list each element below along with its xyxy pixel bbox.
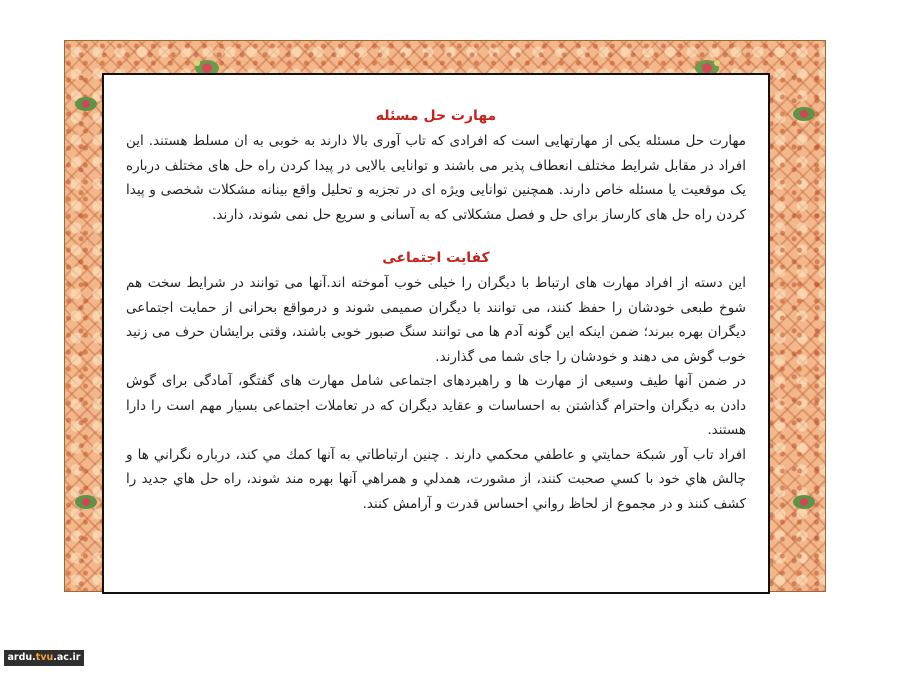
paragraph-social-2: در ضمن آنها طیف وسیعی از مهارت ها و راهبردهای اجتماعی شامل مهارت های گفتگو، آمادگی برای گوش دادن به دیگران واحترام گذاشتن به احساسات و عقاید دیگران که در تعاملات اجتماعی بسیار مهم است را دارا هستند.: [126, 373, 746, 438]
logo-prefix: ardu.: [7, 652, 36, 663]
site-logo: [4, 650, 84, 666]
flower-ornament-icon: [789, 489, 819, 515]
paragraph-social-3: افراد تاب آور شبكة حمايتي و عاطفي محكمي دارند . چنين ارتباطاتي به آنها كمك مي كند، درباره نگراني ها و چالش هاي خود با كسي صحبت كنند، از مشورت، همدلي و همراهي آنها بهره مند شوند، راه حل هاي جديد را كشف كنند و در مجموع از لحاظ رواني احساس قدرت و آرامش كنند.: [126, 446, 746, 512]
logo-highlight: tvu: [35, 652, 54, 663]
section-title-social-competence: کفایت اجتماعی: [382, 250, 490, 266]
flower-ornament-icon: [789, 101, 819, 127]
section-title-problem-solving: مهارت حل مسئله: [375, 108, 497, 124]
content-panel: [102, 73, 770, 594]
flower-ornament-icon: [71, 489, 101, 515]
flower-ornament-icon: [71, 91, 101, 117]
paragraph-social-1: این دسته از افراد مهارت های ارتباط با دیگران را خیلی خوب آموخته اند.آنها می توانند در شرایط سخت هم شوخ طبعی خودشان را حفظ کنند، می توانند با دیگران صمیمی شوند و درمواقع بحرانی از حمایت اجتماعی دیگران بهره ببرند؛ ضمن اینکه این گونه آدم ها می توانند سنگ صبور خوبی باشند، وقتی برایشان حرف می زنید خوب گوش می دهند و خودشان را جای شما می گذارند.: [126, 275, 746, 365]
paragraph-problem-solving: مهارت حل مسئله یکی از مهارتهایی است که افرادی که تاب آوری بالا دارند به خوبی به ان مسلط هستند. این افراد در مقابل شرایط مختلف انعطاف پذیر می باشند و توانایی بالایی در پیدا کردن راه حل های مختلف درباره یک موقعیت یا مسئله خاص دارند. همچنین توانایی ویژه ای در تجزیه و تحلیل واقع بینانه مشکلات شخصی و پیدا کردن راه حل های کارساز برای حل و فصل مشکلاتی که به آسانی و سریع حل نمی شوند، دارند.: [126, 133, 746, 223]
logo-suffix: .ac.ir: [53, 652, 81, 663]
